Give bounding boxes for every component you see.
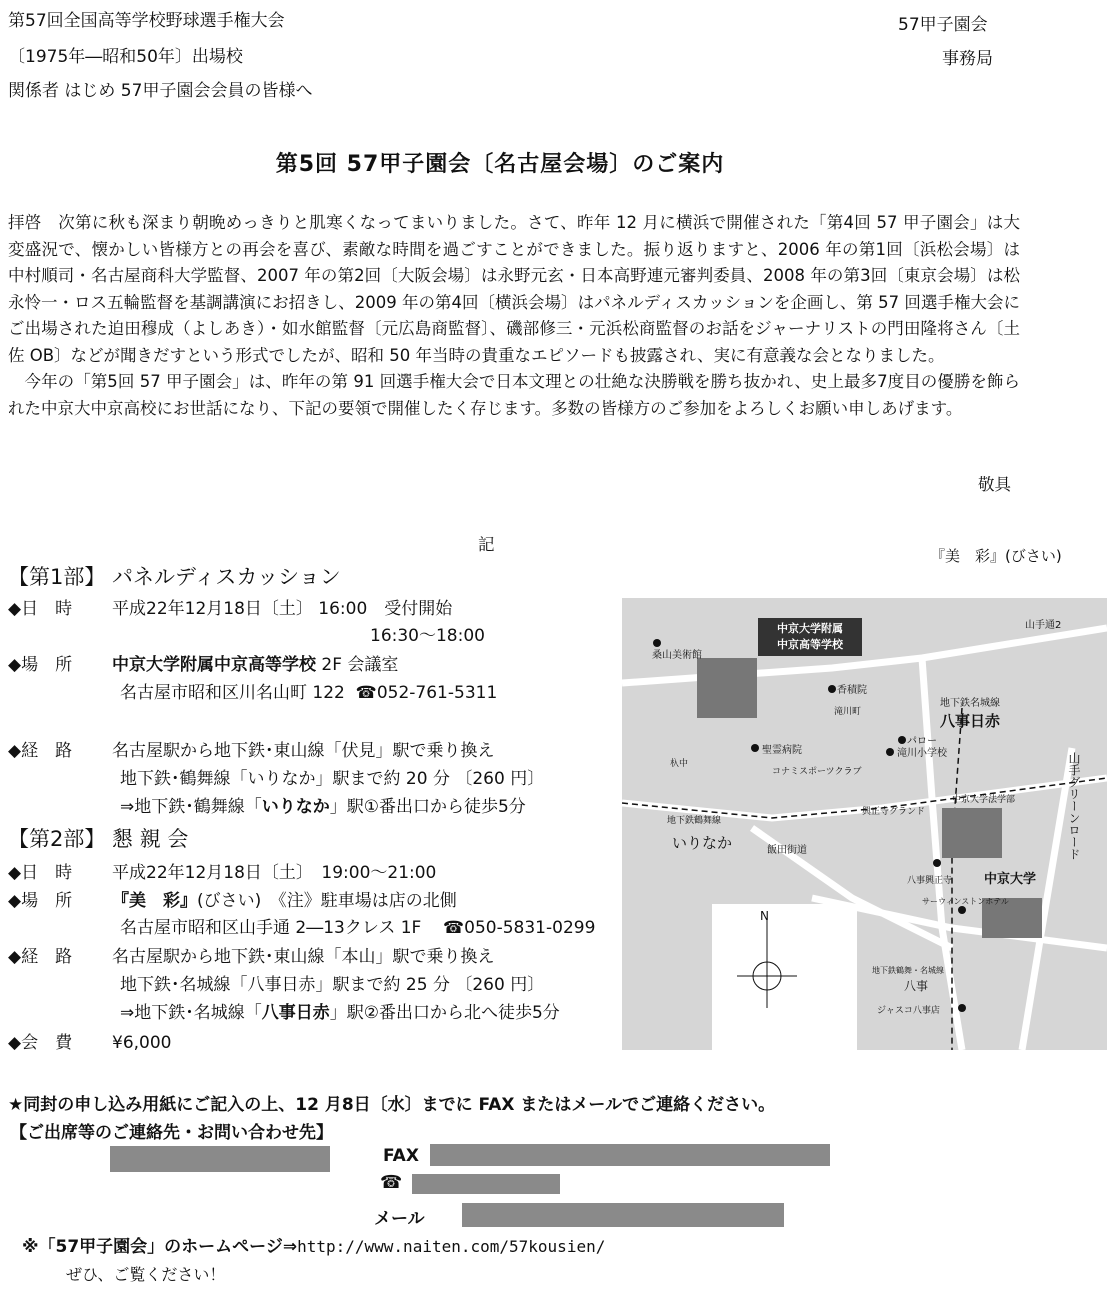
map-label-kourin: 香積院 [837, 685, 867, 696]
map-label-north: N [760, 909, 769, 923]
part2-place-label: ◆場 所 [8, 891, 73, 911]
reply-notice: ★同封の申し込み用紙にご記入の上、12 月8日〔水〕までに FAX またはメールでご連絡ください。 [8, 1095, 776, 1115]
map-label-yagoto-nisseki: 八事日赤 [940, 712, 1001, 730]
closing: 敬具 [978, 475, 1011, 494]
part1-route-3-pre: ⇒地下鉄･鶴舞線「 [120, 797, 262, 817]
part2-place-name: 『美 彩』 [112, 891, 197, 911]
map-label-law: 中京大学法学部 [952, 795, 1016, 805]
map-label-kuwayama: 桑山美術館 [652, 650, 702, 661]
part2-route-row [8, 944, 495, 970]
contact-heading: 【ご出席等のご連絡先・お問い合わせ先】 [10, 1123, 333, 1143]
map-label-yagoto: 八事 [904, 979, 929, 993]
redacted-phone [412, 1174, 560, 1194]
part2-phone: ☎050-5831-0299 [442, 918, 596, 938]
mail-label: メール [374, 1209, 425, 1229]
part2-route-2: 地下鉄･名城線「八事日赤」駅まで約 25 分 〔260 円〕 [120, 975, 545, 995]
part2-fee-value: ¥6,000 [112, 1033, 172, 1053]
map-label-irinaka: いりなか [672, 834, 733, 852]
part2-address-row [120, 915, 595, 941]
map-label-jusco: ジャスコ八事店 [877, 1006, 940, 1016]
part1-route-2: 地下鉄･鶴舞線「いりなか」駅まで約 20 分 〔260 円〕 [120, 769, 545, 789]
part2-route-1: 名古屋駅から地下鉄･東山線「本山」駅で乗り換え [112, 947, 495, 967]
part1-address-row [120, 680, 497, 706]
organizer-name: 57甲子園会 [898, 15, 988, 35]
map-label-hospital: 聖霊病院 [762, 745, 802, 756]
body-paragraph-2: 今年の「第5回 57 甲子園会」は、昨年の第 91 回選手権大会で日本文理との壮絶な決勝戦を勝ち抜かれ、史上最多7度目の優勝を飾られた中京大中京高校にお世話になり、下記の要領で開催したく存じます。多数の皆様方のご参加をよろしくお願い申しあげます。 [8, 372, 1020, 418]
part1-date-label: ◆日 時 [8, 599, 73, 619]
part2-route-3-post: 」駅②番出口から北へ徒歩5分 [329, 1003, 560, 1023]
map-label-gs: 興正寺グランド [862, 807, 926, 817]
map-label-nishi: 杁中 [670, 759, 689, 769]
part1-route-row [8, 738, 495, 764]
fax-label: FAX [383, 1146, 419, 1166]
part1-place-row [8, 652, 398, 678]
map-label-school-1: 中京大学附属 [777, 622, 843, 635]
redacted-mail [462, 1203, 784, 1227]
part2-date-label: ◆日 時 [8, 863, 73, 883]
body-paragraph-1: 拝啓 次第に秋も深まり朝晩めっきりと肌寒くなってまいりました。さて、昨年 12 月に横浜で開催された「第4回 57 甲子園会」は大変盛況で、懐かしい皆様方との再会を喜び、素敵な時間を過ごすことができました。振り返りますと、2006 年の第1回〔浜松会場〕は中村順司・名古屋商科大学監督、2007 年の第2回〔大阪会場〕は永野元玄・日本高野連元審判委員、2008 年の第3回〔東京会場〕は松永怜一・ロス五輪監督を基調講演にお招きし、2009 年の第4回〔横浜会場〕はパネルディスカッションを企画し、第 57 回選手権大会にご出場された迫田穆成（よしあき）・如水館監督〔元広島商監督〕、磯部修三・元浜松商監督のお話をジャーナリストの門田隆将さん〔土佐 OB〕などが聞きだすという形式でしたが、昭和 50 年当時の貴重なエピソードも披露され、実に有意義な会となりました。 [8, 213, 1020, 365]
header-line-3: 関係者 はじめ 57甲子園会会員の皆様へ [8, 81, 313, 101]
map-label-school-2: 中京高等学校 [777, 638, 843, 651]
part1-date-value: 平成22年12月18日〔土〕 16:00 受付開始 [112, 599, 453, 619]
part1-place-name: 中京大学附属中京高等学校 [112, 655, 316, 675]
header-line-2: 〔1975年―昭和50年〕出場校 [8, 47, 243, 67]
map-label-yamate2: 山手通2 [1025, 620, 1062, 631]
homepage-link[interactable]: http://www.naiten.com/57kousien/ [297, 1237, 606, 1256]
redacted-fax [430, 1144, 830, 1166]
map-label-tsurumai-line: 地下鉄鶴舞線 [667, 816, 722, 826]
map-label-yamate-green: 山手グリーンロード [1067, 752, 1081, 860]
map-label-tsurumai-meijo: 地下鉄鶴舞・名城線 [872, 966, 944, 975]
homepage-label: ※「57甲子園会」のホームページ⇒ [22, 1237, 298, 1257]
part2-fee-row [8, 1030, 171, 1056]
part1-address: 名古屋市昭和区川名山町 122 [120, 683, 345, 703]
page-title: 第5回 57甲子園会〔名古屋会場〕のご案内 [275, 152, 725, 177]
part1-route-label: ◆経 路 [8, 741, 73, 761]
map-label-iida: 飯田街道 [767, 845, 807, 856]
part2-place-reading: (びさい) [197, 891, 262, 911]
phone-icon: ☎ [380, 1172, 403, 1193]
map-label-takikawa-school: 滝川小学校 [897, 748, 947, 759]
part1-route-3 [120, 794, 526, 820]
map-label-konami: コナミスポーツクラブ [772, 767, 862, 777]
access-map [622, 598, 1107, 1050]
map-label-kawana: 滝川町 [834, 707, 862, 717]
map-label-paro: パロー [907, 736, 937, 747]
part1-place-room: 2F 会議室 [316, 655, 399, 675]
part2-address: 名古屋市昭和区山手通 2―13クレス 1F [120, 918, 422, 938]
part1-date-row [8, 596, 452, 622]
part2-date-value: 平成22年12月18日〔土〕 19:00～21:00 [112, 863, 437, 883]
organizer-office: 事務局 [942, 49, 993, 69]
part2-route-label: ◆経 路 [8, 947, 73, 967]
part2-route-3-pre: ⇒地下鉄･名城線「 [120, 1003, 262, 1023]
part1-phone: ☎052-761-5311 [355, 683, 498, 703]
homepage-row [22, 1232, 605, 1257]
part2-fee-label: ◆会 費 [8, 1033, 73, 1053]
law-campus-building [942, 808, 1002, 858]
part1-route-3-station: いりなか [261, 797, 330, 817]
part1-route-3-post: 」駅①番出口から徒歩5分 [329, 797, 526, 817]
map-label-sunwin: サーウィンストンホテル [922, 897, 1009, 906]
redacted-contact-name [110, 1146, 330, 1172]
part2-date-row [8, 860, 436, 886]
homepage-sub: ぜひ、ご覧ください！ [66, 1265, 226, 1284]
header-line-1: 第57回全国高等学校野球選手権大会 [8, 11, 285, 31]
letter-body [8, 210, 1020, 422]
ki-mark: 記 [478, 535, 495, 554]
part1-time-value: 16:30～18:00 [370, 626, 485, 646]
part2-route-3 [120, 1000, 560, 1026]
part2-place-row [8, 888, 457, 914]
map-label-kosho: 八事興正寺 [907, 876, 953, 886]
school-building [697, 658, 757, 718]
part1-place-label: ◆場 所 [8, 655, 73, 675]
part2-heading: 【第2部】 懇 親 会 [8, 827, 189, 851]
map-label-chukyo: 中京大学 [984, 872, 1037, 887]
part2-place-note: 《注》駐車場は店の北側 [261, 891, 457, 911]
part1-heading: 【第1部】 パネルディスカッション [8, 565, 341, 589]
map-label-meijo-line: 地下鉄名城線 [940, 698, 1000, 709]
part2-route-3-station: 八事日赤 [261, 1003, 330, 1023]
part1-route-1: 名古屋駅から地下鉄･東山線「伏見」駅で乗り換え [112, 741, 495, 761]
map-caption: 『美 彩』(びさい) [930, 547, 1062, 565]
